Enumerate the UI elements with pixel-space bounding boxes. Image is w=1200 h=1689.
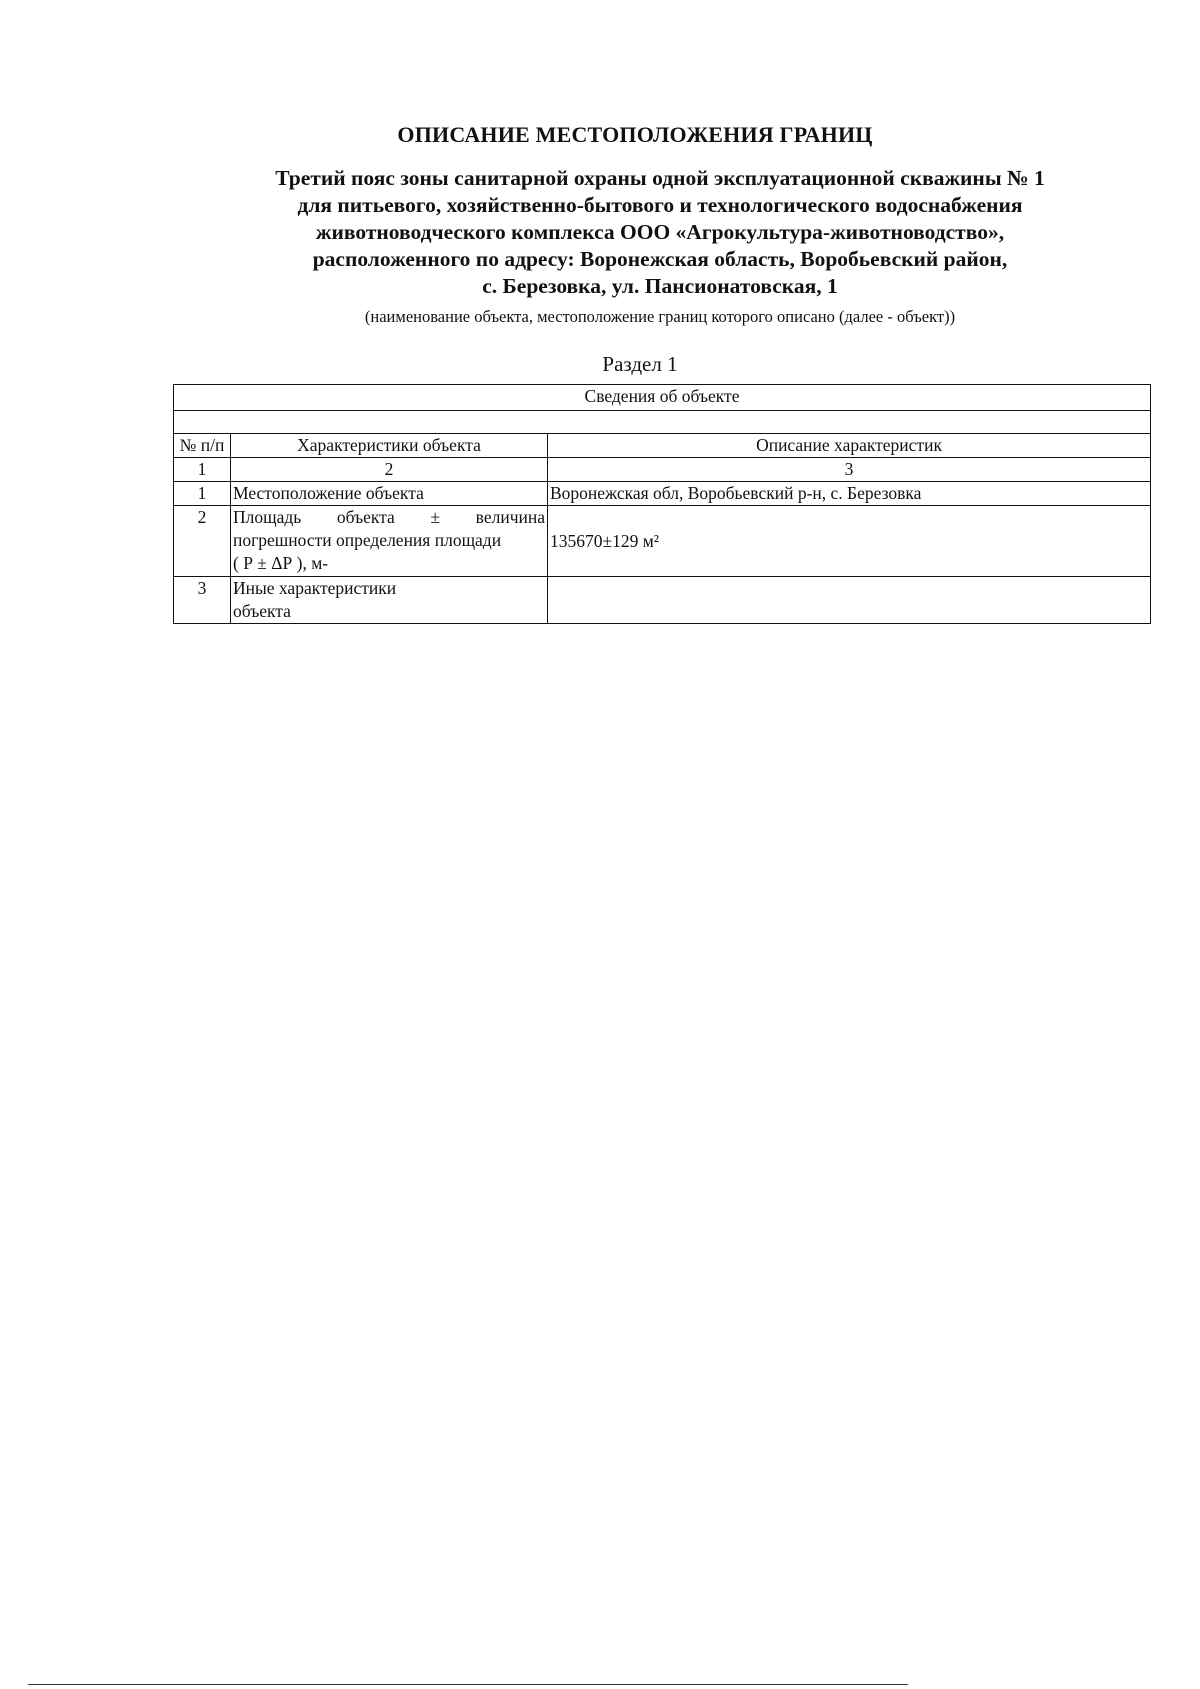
row-characteristic-cell: Местоположение объекта (231, 482, 548, 506)
object-name (200, 165, 1120, 300)
table-row (174, 577, 1151, 624)
table-row (174, 506, 1151, 577)
object-name-line-4: расположенного по адресу: Воронежская область, Воробьевский район, (312, 247, 1008, 271)
object-name-line-3: животноводческого комплекса ООО «Агрокультура-животноводство», (315, 220, 1005, 244)
table-row (174, 482, 1151, 506)
table-column-header-row (174, 434, 1151, 458)
characteristic-line: Иные характеристики (233, 578, 397, 598)
row-description-cell: 135670±129 м² (548, 506, 1151, 577)
section-title: Раздел 1 (602, 352, 678, 376)
table-column-number-row (174, 458, 1151, 482)
object-info-table (173, 384, 1151, 624)
row-characteristic-cell (231, 577, 548, 624)
column-number-1: 1 (174, 458, 231, 482)
table-header-cell: Сведения об объекте (174, 385, 1151, 411)
row-description-cell (548, 577, 1151, 624)
characteristic-line: погрешности определения площади (233, 530, 502, 550)
table-empty-row (174, 411, 1151, 434)
table-empty-cell (174, 411, 1151, 434)
characteristic-line: ( Р ± ΔР ), м- (233, 553, 329, 573)
row-characteristic-cell (231, 506, 548, 577)
column-number-3: 3 (548, 458, 1151, 482)
row-num-cell: 3 (174, 577, 231, 624)
column-header-num: № п/п (174, 434, 231, 458)
object-name-line-5: с. Березовка, ул. Пансионатовская, 1 (482, 274, 838, 298)
row-description-cell: Воронежская обл, Воробьевский р-н, с. Березовка (548, 482, 1151, 506)
object-name-line-1: Третий пояс зоны санитарной охраны одной эксплуатационной скважины № 1 (275, 166, 1045, 190)
column-number-2: 2 (231, 458, 548, 482)
page-title: ОПИСАНИЕ МЕСТОПОЛОЖЕНИЯ ГРАНИЦ (397, 122, 873, 147)
scan-bottom-edge-line (28, 1684, 908, 1685)
characteristic-line: Площадь объекта ± величина (233, 507, 545, 527)
column-header-description: Описание характеристик (548, 434, 1151, 458)
column-header-characteristic: Характеристики объекта (231, 434, 548, 458)
object-caption: (наименование объекта, местоположение границ которого описано (далее - объект)) (364, 307, 956, 326)
table-header-row (174, 385, 1151, 411)
object-name-line-2: для питьевого, хозяйственно-бытового и технологического водоснабжения (297, 193, 1023, 217)
row-num-cell: 1 (174, 482, 231, 506)
characteristic-line: объекта (233, 601, 291, 621)
row-num-cell: 2 (174, 506, 231, 577)
